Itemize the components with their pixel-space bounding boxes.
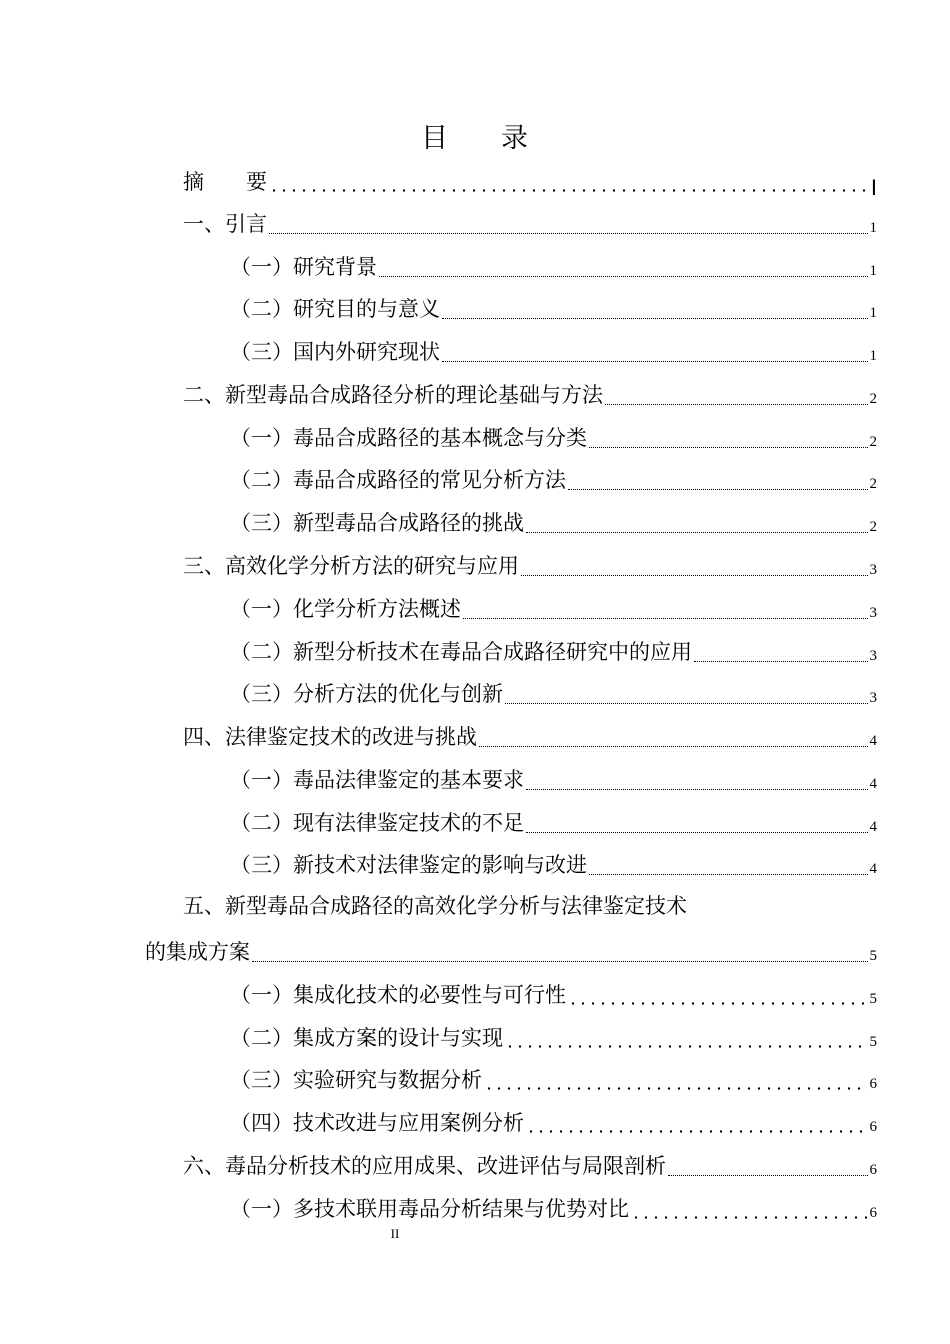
dot-leader — [568, 1002, 868, 1005]
dot-leader — [505, 702, 868, 704]
toc-entry-label: （一）多技术联用毒品分析结果与优势对比 — [230, 1197, 629, 1221]
toc-entry-page: 1 — [869, 348, 877, 364]
toc-entry-section-2-2[interactable] — [230, 462, 877, 498]
toc-entry-page: 3 — [869, 605, 877, 621]
toc-entry-page: 5 — [869, 991, 877, 1007]
dot-leader — [379, 275, 868, 277]
dot-leader — [442, 360, 868, 362]
toc-entry-label: （二）现有法律鉴定技术的不足 — [230, 811, 524, 835]
toc-entry-label: （三）新技术对法律鉴定的影响与改进 — [230, 853, 587, 877]
toc-entry-label: 摘 要 — [183, 170, 267, 194]
toc-entry-page: 6 — [869, 1119, 877, 1135]
toc-entry-section-3-1[interactable] — [230, 591, 877, 627]
page-title — [0, 116, 950, 155]
toc-entry-label: 二、新型毒品合成路径分析的理论基础与方法 — [183, 383, 603, 407]
toc-entry-page: 2 — [869, 476, 877, 492]
dot-leader — [668, 1174, 868, 1176]
toc-entry-label: （一）化学分析方法概述 — [230, 597, 461, 621]
dot-leader — [526, 531, 868, 533]
toc-entry-section-4-1[interactable] — [230, 762, 877, 798]
toc-entry-section-4-3[interactable] — [230, 847, 877, 883]
toc-entry-page: 2 — [869, 434, 877, 450]
toc-entry-page: 6 — [869, 1162, 877, 1178]
dot-leader — [269, 232, 868, 234]
toc-entry-section-1-3[interactable] — [230, 334, 877, 370]
toc-entry-section-3-2[interactable] — [230, 634, 877, 670]
toc-entry-label: （三）分析方法的优化与创新 — [230, 682, 503, 706]
toc-entry-section-6[interactable] — [183, 1148, 877, 1184]
page-number-footer: II — [390, 1226, 400, 1241]
toc-entry-section-4-2[interactable] — [230, 805, 877, 841]
dot-leader — [484, 1087, 868, 1090]
toc-entry-page: 3 — [869, 648, 877, 664]
title-char-right: 录 — [501, 123, 529, 154]
toc-entry-label: （四）技术改进与应用案例分析 — [230, 1111, 524, 1135]
toc-entry-page: I — [870, 175, 877, 200]
toc-entry-page: 1 — [869, 263, 877, 279]
toc-entry-label: （一）毒品法律鉴定的基本要求 — [230, 768, 524, 792]
toc-entry-page: 4 — [869, 733, 877, 749]
toc-entry-section-2[interactable] — [183, 377, 877, 413]
toc-entry-section-3-3[interactable] — [230, 676, 877, 712]
toc-entry-page: 5 — [869, 1034, 877, 1050]
toc-entry-page: 1 — [869, 220, 877, 236]
toc-entry-label: （一）研究背景 — [230, 255, 377, 279]
toc-entry-page: 4 — [869, 776, 877, 792]
dot-leader — [479, 745, 868, 747]
toc-entry-page: 2 — [869, 391, 877, 407]
dot-leader — [568, 488, 868, 490]
toc-entry-label: 四、法律鉴定技术的改进与挑战 — [183, 725, 477, 749]
title-char-left: 目 — [421, 123, 449, 154]
dot-leader — [526, 831, 868, 833]
toc-entry-page: 6 — [869, 1205, 877, 1221]
toc-entry-label: （三）实验研究与数据分析 — [230, 1068, 482, 1092]
toc-entry-label: （一）集成化技术的必要性与可行性 — [230, 983, 566, 1007]
toc-entry-section-6-1[interactable] — [230, 1191, 877, 1227]
dot-leader — [605, 403, 868, 405]
toc-entry-label: 一、引言 — [183, 212, 267, 236]
toc-entry-label: 的集成方案 — [145, 940, 250, 964]
toc-entry-page: 6 — [869, 1076, 877, 1092]
toc-entry-page: 4 — [869, 819, 877, 835]
toc-entry-page: 3 — [869, 562, 877, 578]
toc-entry-label: （二）毒品合成路径的常见分析方法 — [230, 468, 566, 492]
toc-entry-section-4[interactable] — [183, 719, 877, 755]
toc-entry-section-1-1[interactable] — [230, 249, 877, 285]
dot-leader — [589, 446, 868, 448]
toc-entry-label: 三、高效化学分析方法的研究与应用 — [183, 554, 519, 578]
dot-leader — [252, 960, 868, 962]
toc-entry-label: （三）国内外研究现状 — [230, 340, 440, 364]
dot-leader — [526, 788, 868, 790]
toc-entry-section-5-line1[interactable]: 五、新型毒品合成路径的高效化学分析与法律鉴定技术 — [183, 894, 687, 918]
toc-entry-section-3[interactable] — [183, 548, 877, 584]
toc-entry-section-2-1[interactable] — [230, 420, 877, 456]
dot-leader — [442, 317, 868, 319]
toc-entry-label: （二）集成方案的设计与实现 — [230, 1026, 503, 1050]
toc-entry-section-5[interactable] — [145, 934, 877, 970]
dot-leader — [631, 1216, 868, 1219]
toc-entry-section-5-2[interactable] — [230, 1020, 877, 1056]
toc-entry-label: （一）毒品合成路径的基本概念与分类 — [230, 426, 587, 450]
toc-entry-section-5-3[interactable] — [230, 1062, 877, 1098]
dot-leader — [505, 1045, 868, 1048]
toc-entry-page: 3 — [869, 690, 877, 706]
toc-entry-abstract[interactable] — [183, 164, 877, 200]
toc-entry-label: （二）研究目的与意义 — [230, 297, 440, 321]
toc-entry-page: 4 — [869, 861, 877, 877]
toc-entry-section-5-1[interactable] — [230, 977, 877, 1013]
dot-leader — [463, 617, 868, 619]
dot-leader — [526, 1130, 868, 1133]
dot-leader — [589, 873, 868, 875]
toc-entry-page: 2 — [869, 519, 877, 535]
toc-entry-page: 5 — [869, 948, 877, 964]
toc-entry-label: （二）新型分析技术在毒品合成路径研究中的应用 — [230, 640, 692, 664]
toc-entry-page: 1 — [869, 305, 877, 321]
toc-entry-section-5-4[interactable] — [230, 1105, 877, 1141]
toc-entry-label: 六、毒品分析技术的应用成果、改进评估与局限剖析 — [183, 1154, 666, 1178]
toc-entry-label: （三）新型毒品合成路径的挑战 — [230, 511, 524, 535]
toc-entry-section-1[interactable] — [183, 206, 877, 242]
toc-entry-section-1-2[interactable] — [230, 291, 877, 327]
dot-leader — [269, 189, 869, 192]
dot-leader — [694, 660, 868, 662]
dot-leader — [521, 574, 868, 576]
toc-entry-section-2-3[interactable] — [230, 505, 877, 541]
